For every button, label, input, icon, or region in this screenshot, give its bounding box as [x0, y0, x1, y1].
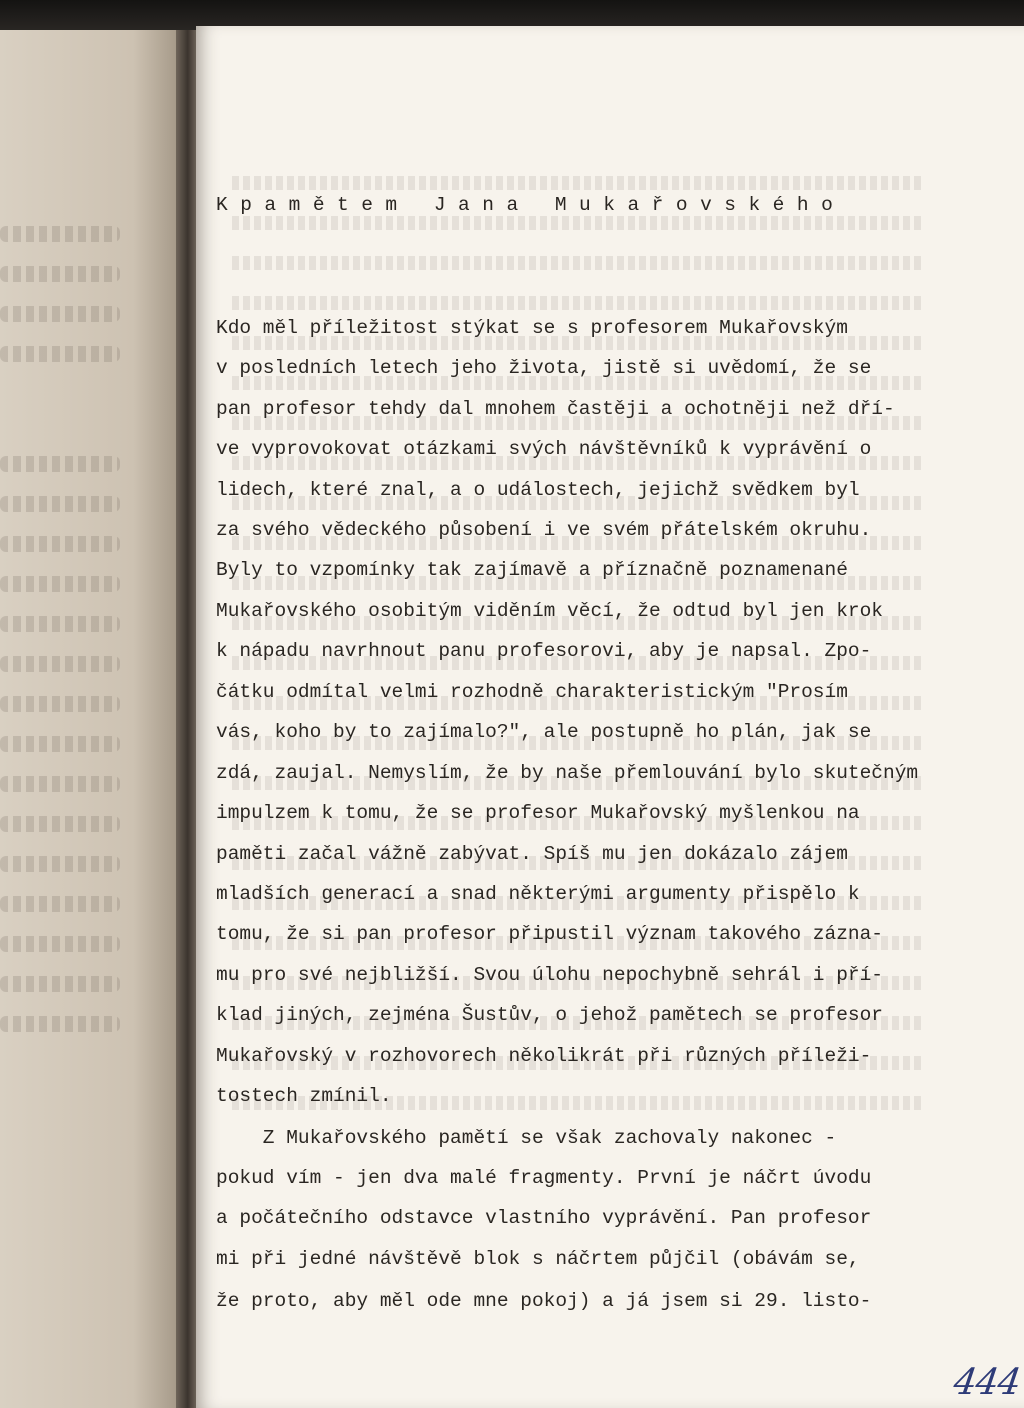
- left-page-edge: [0, 30, 190, 1408]
- text-line: v posledních letech jeho života, jistě si uvědomí, že se: [216, 357, 872, 379]
- text-line: zdá, zaujal. Nemyslím, že by naše přemlouvání bylo skutečným: [216, 762, 919, 784]
- text-line: k nápadu navrhnout panu profesorovi, aby je napsal. Zpo-: [216, 640, 872, 662]
- text-line: klad jiných, zejména Šustův, o jehož pamětech se profesor: [216, 1004, 884, 1026]
- text-line: lidech, které znal, a o událostech, jejichž svědkem byl: [216, 479, 860, 501]
- handwritten-page-number: 444: [951, 1362, 1023, 1403]
- bleed-through-mark: [0, 496, 120, 512]
- text-line: že proto, aby měl ode mne pokoj) a já jsem si 29. listo-: [216, 1290, 872, 1312]
- text-line: tostech zmínil.: [216, 1085, 392, 1107]
- text-line: vás, koho by to zajímalo?", ale postupně ho plán, jak se: [216, 721, 872, 743]
- document-title: K p a m ě t e m J a n a M u k a ř o v s k é h o: [216, 194, 834, 216]
- text-line: pan profesor tehdy dal mnohem častěji a ochotněji než dří-: [216, 398, 895, 420]
- text-line: pokud vím - jen dva malé fragmenty. První je náčrt úvodu: [216, 1167, 872, 1189]
- bleed-through-mark: [0, 896, 120, 912]
- bleed-through-mark: [0, 576, 120, 592]
- bleed-through-mark: [0, 696, 120, 712]
- bleed-through-mark: [0, 266, 120, 282]
- text-line: paměti začal vážně zabývat. Spíš mu jen dokázalo zájem: [216, 843, 848, 865]
- text-line: mu pro své nejbližší. Svou úlohu nepochybně sehrál i pří-: [216, 964, 884, 986]
- text-line: Byly to vzpomínky tak zajímavě a příznačně poznamenané: [216, 559, 848, 581]
- text-line: a počátečního odstavce vlastního vyprávění. Pan profesor: [216, 1207, 872, 1229]
- bleed-through-mark: [0, 816, 120, 832]
- text-line: Mukařovského osobitým viděním věcí, že odtud byl jen krok: [216, 600, 884, 622]
- text-line: mladších generací a snad některými argumenty přispělo k: [216, 883, 860, 905]
- bleed-through-mark: [0, 856, 120, 872]
- text-line: tomu, že si pan profesor připustil význam takového zázna-: [216, 923, 884, 945]
- text-line: čátku odmítal velmi rozhodně charakteristickým "Prosím: [216, 681, 848, 703]
- text-line: mi při jedné návštěvě blok s náčrtem půjčil (obávám se,: [216, 1248, 860, 1270]
- text-line: Z Mukařovského pamětí se však zachovaly nakonec -: [216, 1127, 837, 1149]
- bleed-through-mark: [0, 1016, 120, 1032]
- text-line: Kdo měl příležitost stýkat se s profesorem Mukařovským: [216, 317, 848, 339]
- bleed-through-mark: [0, 346, 120, 362]
- bleed-through-mark: [0, 736, 120, 752]
- bleed-through-mark: [0, 536, 120, 552]
- text-line: za svého vědeckého působení i ve svém přátelském okruhu.: [216, 519, 872, 541]
- text-line: Mukařovský v rozhovorech několikrát při různých příleži-: [216, 1045, 872, 1067]
- bleed-through-mark: [0, 616, 120, 632]
- bleed-through-mark: [0, 226, 120, 242]
- text-line: impulzem k tomu, že se profesor Mukařovský myšlenkou na: [216, 802, 860, 824]
- bleed-through-mark: [0, 306, 120, 322]
- bleed-through-mark: [0, 656, 120, 672]
- bleed-through-mark: [0, 456, 120, 472]
- text-line: ve vyprovokovat otázkami svých návštěvníků k vyprávění o: [216, 438, 872, 460]
- bleed-through-mark: [0, 936, 120, 952]
- bleed-through-mark: [0, 976, 120, 992]
- bleed-through-mark: [0, 776, 120, 792]
